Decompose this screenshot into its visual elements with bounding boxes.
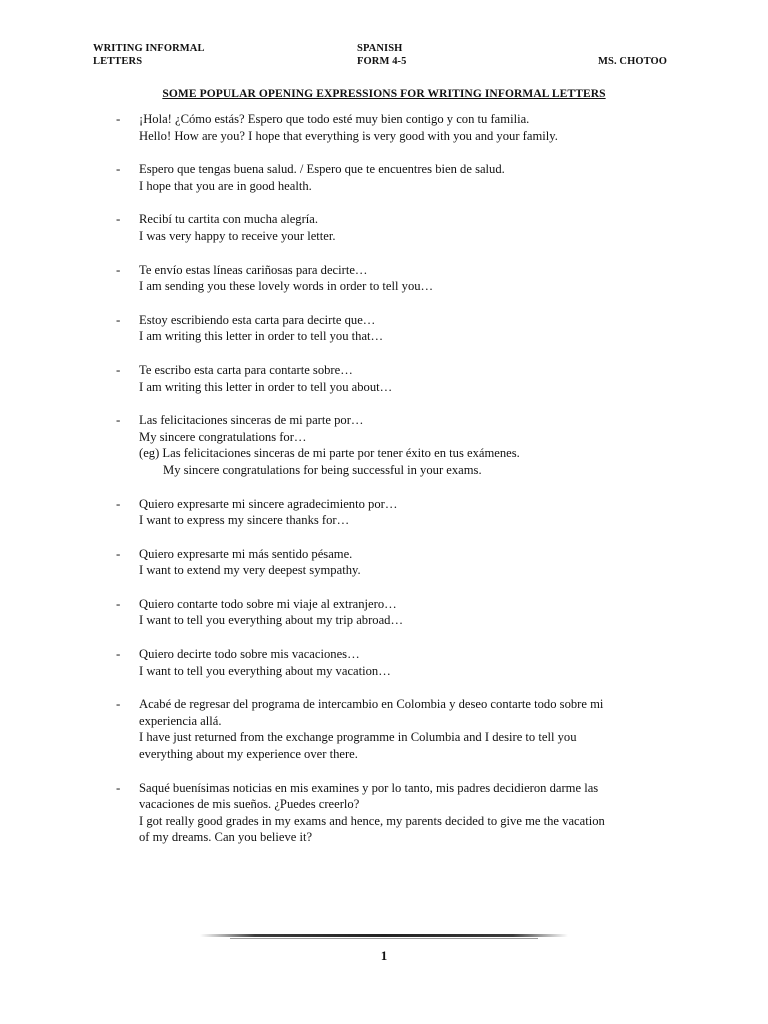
bullet-dash: - bbox=[116, 779, 121, 795]
entry-line: everything about my experience over there. bbox=[139, 747, 358, 762]
header-subject-line1: SPANISH bbox=[357, 43, 403, 54]
list-item bbox=[0, 161, 768, 194]
list-item bbox=[0, 496, 768, 529]
list-item bbox=[0, 546, 768, 579]
list-item bbox=[0, 111, 768, 144]
entry-line: I am sending you these lovely words in order to tell you… bbox=[139, 279, 434, 294]
header-subject bbox=[357, 42, 407, 68]
bullet-dash: - bbox=[116, 646, 121, 662]
header-topic-line2: LETTERS bbox=[93, 56, 143, 67]
entry-line: Las felicitaciones sinceras de mi parte por… bbox=[139, 413, 364, 428]
bullet-dash: - bbox=[116, 595, 121, 611]
entry-line: I want to express my sincere thanks for… bbox=[139, 513, 350, 528]
bullet-dash: - bbox=[116, 545, 121, 561]
entry-line: ¡Hola! ¿Cómo estás? Espero que todo esté muy bien contigo y con tu familia. bbox=[139, 112, 530, 126]
bullet-dash: - bbox=[116, 412, 121, 428]
list-item bbox=[0, 211, 768, 244]
entry-line: Estoy escribiendo esta carta para decirte que… bbox=[139, 312, 376, 327]
entry-line: Quiero contarte todo sobre mi viaje al extranjero… bbox=[139, 596, 397, 611]
entry-line: I was very happy to receive your letter. bbox=[139, 228, 336, 243]
header-subject-line2: FORM 4-5 bbox=[357, 56, 407, 67]
entry-line: vacaciones de mis sueños. ¿Puedes creerlo? bbox=[139, 797, 360, 812]
entry-line: I got really good grades in my exams and hence, my parents decided to give me the vacation bbox=[139, 813, 605, 828]
header-topic-line1: WRITING INFORMAL bbox=[93, 43, 205, 54]
entry-line: I want to extend my very deepest sympathy. bbox=[139, 563, 361, 578]
list-item bbox=[0, 780, 768, 846]
bullet-dash: - bbox=[116, 261, 121, 277]
entry-line: Recibí tu cartita con mucha alegría. bbox=[139, 212, 319, 227]
list-item bbox=[0, 412, 768, 478]
entry-line: Saqué buenísimas noticias en mis examines y por lo tanto, mis padres decidieron darme las bbox=[139, 780, 599, 795]
entry-line: Te escribo esta carta para contarte sobre… bbox=[139, 362, 353, 377]
bullet-dash: - bbox=[116, 311, 121, 327]
list-item bbox=[0, 596, 768, 629]
bullet-dash: - bbox=[116, 361, 121, 377]
entry-line: Quiero expresarte mi sincere agradecimiento por… bbox=[139, 496, 398, 511]
entry-line: I am writing this letter in order to tell you about… bbox=[139, 379, 393, 394]
entry-line: Hello! How are you? I hope that everything is very good with you and your family. bbox=[139, 128, 558, 143]
entry-line: My sincere congratulations for being successful in your exams. bbox=[163, 462, 482, 477]
list-item bbox=[0, 262, 768, 295]
entry-line: I hope that you are in good health. bbox=[139, 178, 312, 193]
entry-line: Espero que tengas buena salud. / Espero que te encuentres bien de salud. bbox=[139, 162, 505, 177]
bullet-dash: - bbox=[116, 211, 121, 227]
entry-line: I am writing this letter in order to tell you that… bbox=[139, 329, 384, 344]
footer-divider bbox=[200, 934, 568, 937]
entry-line: Quiero expresarte mi más sentido pésame. bbox=[139, 546, 353, 561]
entry-line: (eg) Las felicitaciones sinceras de mi parte por tener éxito en tus exámenes. bbox=[139, 446, 520, 461]
bullet-dash: - bbox=[116, 161, 121, 177]
list-item bbox=[0, 646, 768, 679]
entry-line: I want to tell you everything about my trip abroad… bbox=[139, 613, 404, 628]
entry-line: I have just returned from the exchange programme in Columbia and I desire to tell you bbox=[139, 730, 577, 745]
page-title: SOME POPULAR OPENING EXPRESSIONS FOR WRITING INFORMAL LETTERS bbox=[162, 88, 606, 100]
entry-line: Te envío estas líneas cariñosas para decirte… bbox=[139, 262, 368, 277]
entry-line: experiencia allá. bbox=[139, 713, 222, 728]
bullet-dash: - bbox=[116, 495, 121, 511]
expression-list bbox=[0, 111, 768, 863]
entry-line: of my dreams. Can you believe it? bbox=[139, 830, 313, 845]
list-item bbox=[0, 312, 768, 345]
list-item bbox=[0, 696, 768, 762]
bullet-dash: - bbox=[116, 111, 121, 126]
header-topic bbox=[93, 42, 205, 68]
footer-divider-shadow bbox=[230, 938, 538, 939]
list-item bbox=[0, 362, 768, 395]
entry-line: Acabé de regresar del programa de intercambio en Colombia y deseo contarte todo sobre mi bbox=[139, 697, 604, 712]
bullet-dash: - bbox=[116, 696, 121, 712]
page-number: 1 bbox=[380, 948, 388, 963]
entry-line: My sincere congratulations for… bbox=[139, 429, 307, 444]
header-teacher: MS. CHOTOO bbox=[598, 56, 668, 67]
entry-line: Quiero decirte todo sobre mis vacaciones… bbox=[139, 647, 360, 662]
entry-line: I want to tell you everything about my vacation… bbox=[139, 663, 391, 678]
